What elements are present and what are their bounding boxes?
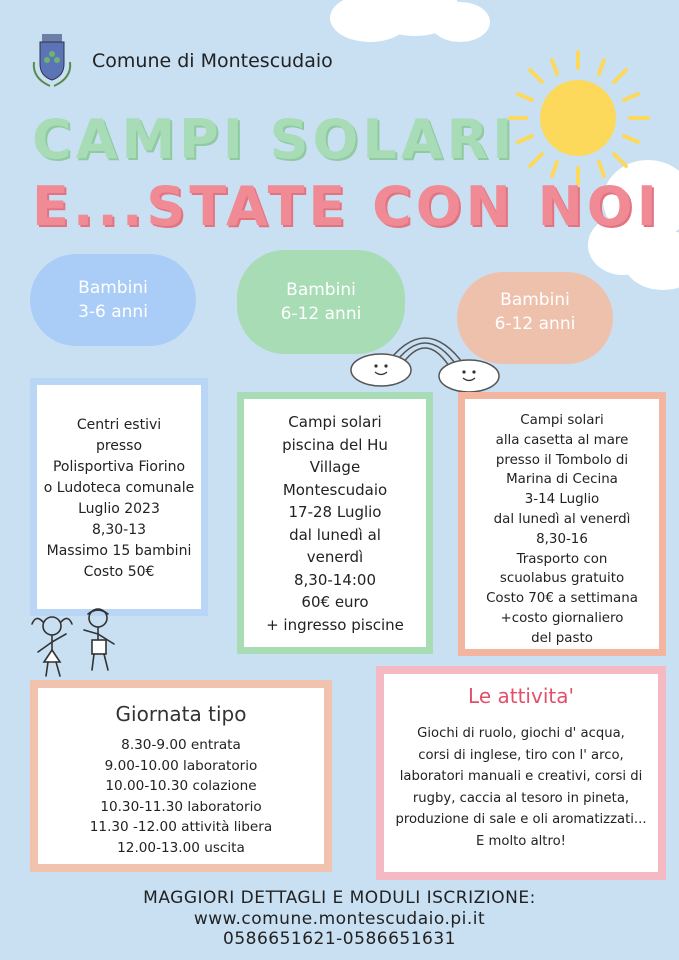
age-group-range: 3-6 anni — [78, 302, 148, 322]
daily-schedule-title: Giornata tipo — [115, 702, 247, 726]
schedule-line: 8.30-9.00 entrata — [121, 737, 241, 753]
info-line: + ingresso piscine — [266, 615, 404, 634]
footer-details-heading: MAGGIORI DETTAGLI E MODULI ISCRIZIONE: — [143, 888, 536, 908]
age-group-label: Bambini — [286, 280, 356, 300]
info-line: o Ludoteca comunale — [43, 480, 195, 496]
age-group-label: Bambini — [500, 290, 570, 310]
activity-line: laboratori manuali e creativi, corsi di — [399, 769, 643, 784]
info-line: presso — [95, 438, 143, 454]
children-doodle-icon — [24, 604, 134, 684]
info-line: del pasto — [531, 630, 593, 646]
info-line: 8,30-16 — [536, 531, 588, 547]
info-line: Costo 70€ a settimana — [486, 591, 638, 607]
schedule-line: 9.00-10.00 laboratorio — [104, 757, 258, 774]
cloud-icon — [320, 0, 490, 60]
info-line: venerdì — [306, 548, 364, 566]
age-group-range: 6-12 anni — [494, 314, 576, 334]
info-line: Village — [309, 458, 361, 476]
info-line: 8,30-14:00 — [293, 570, 377, 589]
info-line: presso il Tombolo di — [495, 452, 629, 468]
activity-line: E molto altro! — [476, 833, 566, 849]
info-box-centri-estivi — [30, 378, 208, 616]
age-group-label: Bambini — [78, 278, 148, 298]
info-line: 8,30-13 — [91, 522, 147, 538]
info-line: dal lunedì al venerdì — [493, 511, 631, 527]
info-line: Centri estivi — [76, 417, 162, 433]
info-line: Massimo 15 bambini — [46, 543, 192, 559]
activities-box — [376, 666, 666, 880]
info-line: Campi solari — [288, 413, 382, 431]
schedule-line: 11.30 -12.00 attività libera — [89, 819, 273, 835]
activity-line: corsi di inglese, tiro con l' arco, — [418, 747, 624, 763]
info-line: dal lunedì al — [289, 525, 381, 544]
info-line: 60€ euro — [301, 593, 369, 611]
info-line: Costo 50€ — [83, 564, 155, 580]
info-line: 3-14 Luglio — [524, 492, 600, 508]
activities-title: Le attivita' — [468, 684, 574, 708]
info-line: 17-28 Luglio — [288, 503, 382, 521]
org-name: Comune di Montescudaio — [92, 50, 333, 72]
activity-line: rugby, caccia al tesoro in pineta, — [412, 790, 630, 806]
activity-line: Giochi di ruolo, giochi d' acqua, — [417, 726, 625, 741]
age-group-range: 6-12 anni — [280, 304, 362, 324]
info-line: Trasporto con — [516, 551, 608, 567]
info-line: scuolabus gratuito — [499, 571, 625, 587]
schedule-line: 12.00-13.00 uscita — [117, 839, 245, 856]
title-line-1: CAMPI SOLARI — [32, 108, 517, 171]
info-line: +costo giornaliero — [500, 610, 624, 626]
rainbow-icon — [345, 314, 505, 398]
daily-schedule-box — [30, 680, 332, 872]
info-line: Montescudaio — [282, 480, 388, 499]
activity-line: produzione di sale e oli aromatizzati... — [395, 812, 647, 827]
schedule-line: 10.00-10.30 colazione — [105, 778, 257, 794]
age-group-pill-1 — [30, 254, 196, 346]
info-line: Luglio 2023 — [78, 501, 160, 517]
info-line: Polisportiva Fiorino — [52, 459, 186, 475]
footer-website-link[interactable]: www.comune.montescudaio.pi.it — [193, 909, 486, 929]
info-line: piscina del Hu — [282, 435, 388, 454]
title-line-2: E...STATE CON NOI — [32, 175, 661, 238]
schedule-line: 10.30-11.30 laboratorio — [100, 798, 262, 815]
crest-icon — [30, 32, 74, 88]
info-line: Campi solari — [520, 413, 604, 428]
info-line: Marina di Cecina — [506, 472, 618, 488]
info-box-campi-solari-piscina — [237, 392, 433, 654]
info-box-casetta-al-mare — [458, 392, 666, 656]
footer-phone-numbers: 0586651621-0586651631 — [223, 929, 456, 949]
info-line: alla casetta al mare — [495, 432, 629, 448]
